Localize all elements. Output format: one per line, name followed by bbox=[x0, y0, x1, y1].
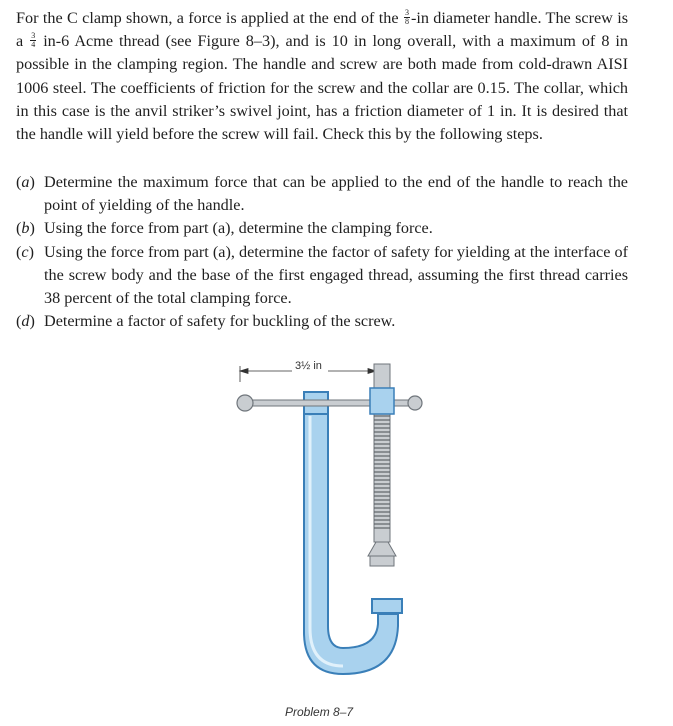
swivel-pad bbox=[368, 542, 396, 556]
intro-text-3: in-6 Acme thread (see Figure 8–3), and is 10 in long overall, with a maximum of 8 in possible in the clamping region. The handle and screw are both made from cold-drawn AISI 1006 steel. The coefficients of friction for the screw and the collar are 0.15. The collar, which in this case is the anvil striker’s swivel joint, has a friction diameter of 1 in. It is desired that the handle will yield before the screw will fail. Check this by the following steps. bbox=[16, 32, 628, 144]
handle-diameter-fraction: $\frac{3}{8}$ bbox=[404, 7, 409, 26]
dimension-label: 3½ in bbox=[295, 360, 322, 372]
figure-caption: Problem 8–7 bbox=[285, 705, 354, 719]
problem-statement bbox=[16, 7, 628, 146]
screw-size-fraction: $\frac{3}{4}$ bbox=[31, 30, 36, 49]
part-a: (a) Determine the maximum force that can be applied to the end of the handle to reach the point of yielding of the handle. bbox=[16, 173, 628, 215]
intro-text-1: For the C clamp shown, a force is applied at the end of the bbox=[16, 9, 399, 27]
handle-ball-right bbox=[408, 396, 422, 410]
anvil-jaw bbox=[372, 599, 402, 613]
part-b: (b) Using the force from part (a), determine the clamping force. bbox=[16, 219, 433, 238]
handle-ball-left bbox=[237, 395, 253, 411]
part-d: (d) Determine a factor of safety for buckling of the screw. bbox=[16, 312, 396, 331]
part-c: (c) Using the force from part (a), determine the factor of safety for yielding at the interface of the screw body and the base of the first engaged thread, assuming the first thread carries 38 percent of the total clamping force. bbox=[16, 242, 628, 308]
intro-text-2: -in diameter handle. The screw is a bbox=[16, 9, 628, 51]
problem-parts bbox=[16, 171, 628, 333]
c-clamp-figure bbox=[228, 356, 428, 686]
screw-nut-boss bbox=[370, 388, 394, 414]
